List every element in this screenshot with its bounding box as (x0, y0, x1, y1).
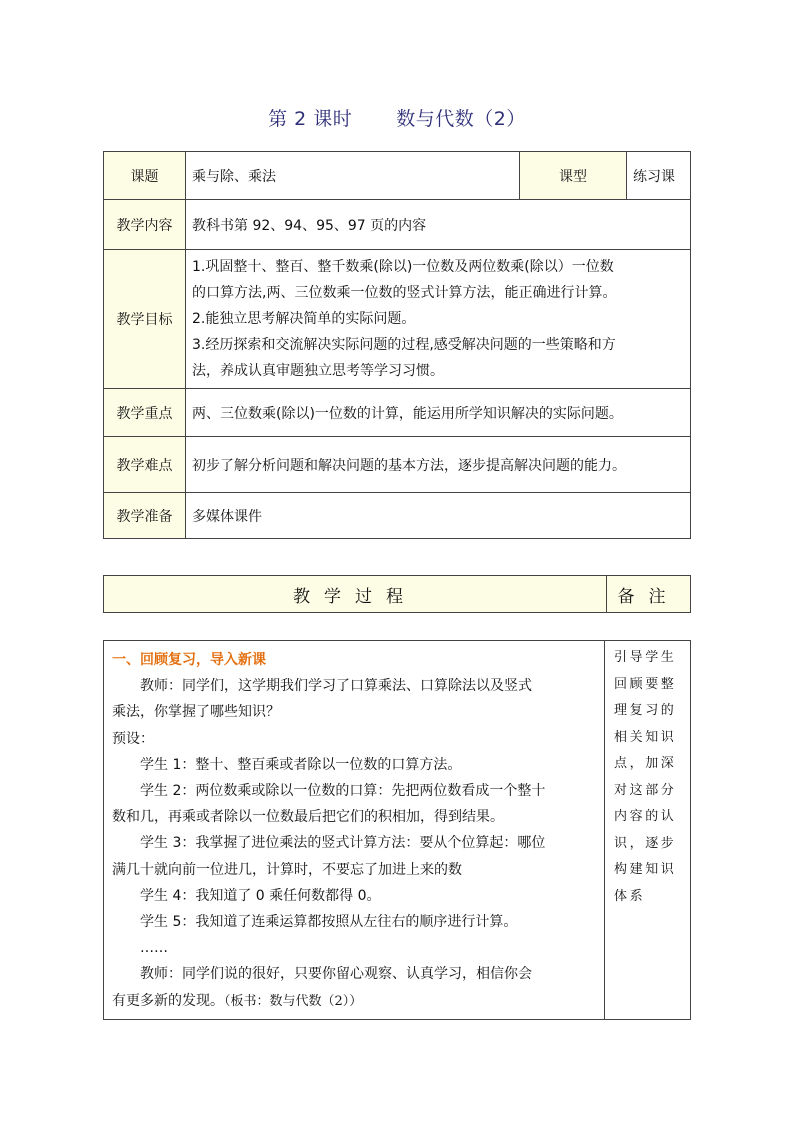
remarks-content (605, 641, 691, 1020)
remark-line: 识，逐步 (614, 835, 677, 851)
remark-line: 内容的认 (614, 809, 677, 824)
process-header-table (103, 575, 691, 613)
goal-line: 2.能独立思考解决简单的实际问题。 (192, 311, 416, 327)
goal-label: 教学目标 (104, 250, 186, 389)
process-content (104, 641, 605, 1020)
last-line-text: 有更多新的发现。 (112, 992, 224, 1009)
difficulty-label: 教学难点 (104, 437, 186, 493)
remark-line: 点，加深 (614, 756, 677, 771)
process-last-line (112, 988, 596, 1015)
remark-line: 回顾要整 (614, 676, 677, 692)
process-table (103, 640, 691, 1020)
prep-label: 教学准备 (104, 493, 186, 539)
content-value: 教科书第 92、94、95、97 页的内容 (186, 200, 691, 250)
process-line: 满几十就向前一位进几，计算时，不要忘了加进上来的数 (112, 861, 462, 878)
key-row (104, 389, 691, 437)
process-line: 教师：同学们说的很好，只要你留心观察、认真学习，相信你会 (140, 966, 532, 983)
remarks-lines (614, 645, 684, 910)
remark-line: 对这部分 (614, 782, 677, 798)
lesson-number: 第 2 课时 (268, 108, 353, 130)
key-label: 教学重点 (104, 389, 186, 437)
process-line: 学生 2：两位数乘或除以一位数的口算：先把两位数看成一个整十 (140, 783, 546, 800)
page-title (0, 104, 794, 131)
process-line: 学生 3：我掌握了进位乘法的竖式计算方法：要从个位算起：哪位 (140, 835, 546, 852)
goal-line: 法，养成认真审题独立思考等学习习惯。 (192, 363, 444, 379)
topic-value: 乘与除、乘法 (186, 152, 520, 200)
process-line: 学生 1：整十、整百乘或者除以一位数的口算方法。 (140, 756, 462, 773)
remark-line: 引导学生 (614, 650, 677, 665)
lesson-info-table (103, 151, 691, 539)
lesson-title: 数与代数（2） (396, 108, 526, 130)
process-line: 教师：同学们，这学期我们学习了口算乘法、口算除法以及竖式 (140, 678, 532, 695)
remark-line: 体系 (614, 888, 646, 904)
difficulty-row (104, 437, 691, 493)
prep-row (104, 493, 691, 539)
type-label: 课型 (520, 152, 627, 200)
remark-line: 相关知识 (614, 729, 677, 745)
process-line: 学生 4：我知道了 0 乘任何数都得 0。 (140, 887, 381, 904)
process-header: 教学过程 (104, 576, 607, 613)
process-line: 数和几，再乘或者除以一位数最后把它们的积相加，得到结果。 (112, 809, 504, 826)
content-label: 教学内容 (104, 200, 186, 250)
goal-row (104, 250, 691, 389)
goal-line: 的口算方法,两、三位数乘一位数的竖式计算方法，能正确进行计算。 (192, 285, 617, 301)
remark-line: 构建知识 (614, 862, 677, 877)
process-lines (112, 673, 596, 987)
topic-label: 课题 (104, 152, 186, 200)
remark-line: 理复习的 (614, 703, 677, 718)
process-line: 预设： (112, 730, 154, 747)
section-title: 一、回顾复习，导入新课 (112, 652, 266, 668)
board-note: （板书：数与代数（2）） (224, 993, 363, 1009)
process-line: …… (140, 940, 168, 957)
process-line: 乘法，你掌握了哪些知识？ (112, 704, 280, 721)
key-value: 两、三位数乘(除以)一位数的计算，能运用所学知识解决的实际问题。 (186, 389, 691, 437)
type-value: 练习课 (627, 152, 691, 200)
remarks-header: 备注 (607, 576, 691, 613)
process-line: 学生 5：我知道了连乘运算都按照从左往右的顺序进行计算。 (140, 914, 518, 931)
goal-line: 3.经历探索和交流解决实际问题的过程,感受解决问题的一些策略和方 (192, 337, 616, 353)
goal-line: 1.巩固整十、整百、整千数乘(除以)一位数及两位数乘(除以）一位数 (192, 259, 614, 275)
topic-row (104, 152, 691, 200)
goal-value (186, 250, 691, 389)
content-row (104, 200, 691, 250)
difficulty-value: 初步了解分析问题和解决问题的基本方法，逐步提高解决问题的能力。 (186, 437, 691, 493)
prep-value: 多媒体课件 (186, 493, 691, 539)
